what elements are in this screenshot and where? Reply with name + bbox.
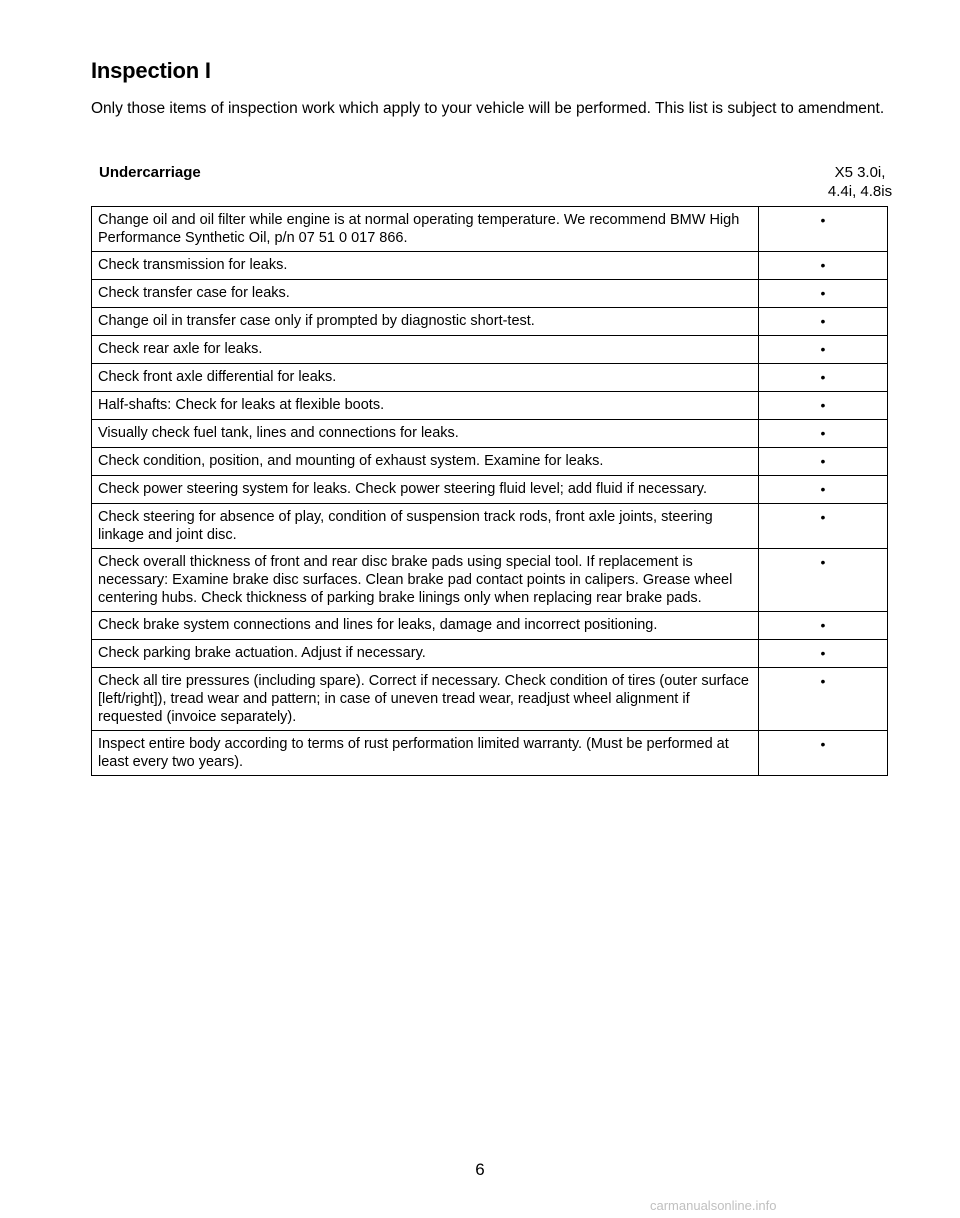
item-applicable-cell: [759, 668, 888, 731]
section-header-undercarriage: Undercarriage: [99, 164, 201, 181]
bullet-icon: •: [820, 481, 826, 497]
table-row: [92, 640, 888, 668]
item-applicable-cell: [759, 252, 888, 280]
model-header-line-1: X5 3.0i,: [834, 164, 886, 181]
table-row: [92, 668, 888, 731]
item-applicable-cell: [759, 420, 888, 448]
item-applicable-cell: [759, 504, 888, 549]
bullet-icon: •: [820, 257, 826, 273]
item-applicable-cell: [759, 476, 888, 504]
model-column-header: [760, 163, 960, 201]
item-description: Check overall thickness of front and rear disc brake pads using special tool. If replacement is necessary: Examine brake disc surfaces. Clean brake pad contact points in calipers. Grease wheel centering hubs. Check thickness of parking brake linings only when replacing rear brake pads.: [92, 549, 759, 612]
item-description: Check rear axle for leaks.: [92, 336, 759, 364]
item-description: Inspect entire body according to terms of rust performation limited warranty. (Must be performed at least every two years).: [92, 731, 759, 776]
item-description: Check brake system connections and lines for leaks, damage and incorrect positioning.: [92, 612, 759, 640]
table-row: [92, 420, 888, 448]
watermark-text: carmanualsonline.info: [650, 1198, 777, 1213]
item-description: Check power steering system for leaks. Check power steering fluid level; add fluid if necessary.: [92, 476, 759, 504]
bullet-icon: •: [820, 509, 826, 525]
bullet-icon: •: [820, 285, 826, 301]
table-row: [92, 364, 888, 392]
table-row: [92, 448, 888, 476]
bullet-icon: •: [820, 369, 826, 385]
item-description: Check transmission for leaks.: [92, 252, 759, 280]
table-row: [92, 336, 888, 364]
table-row: [92, 308, 888, 336]
item-description: Check parking brake actuation. Adjust if necessary.: [92, 640, 759, 668]
item-description: Check front axle differential for leaks.: [92, 364, 759, 392]
bullet-icon: •: [820, 212, 826, 228]
item-applicable-cell: [759, 731, 888, 776]
item-description: Visually check fuel tank, lines and connections for leaks.: [92, 420, 759, 448]
table-row: [92, 252, 888, 280]
page-title: Inspection I: [91, 58, 211, 83]
item-applicable-cell: [759, 640, 888, 668]
table-row: [92, 280, 888, 308]
table-row: [92, 612, 888, 640]
table-row: [92, 549, 888, 612]
table-row: [92, 392, 888, 420]
item-description: Change oil in transfer case only if prompted by diagnostic short-test.: [92, 308, 759, 336]
bullet-icon: •: [820, 673, 826, 689]
bullet-icon: •: [820, 617, 826, 633]
inspection-table: [91, 206, 888, 776]
item-applicable-cell: [759, 392, 888, 420]
item-applicable-cell: [759, 612, 888, 640]
item-description: Half-shafts: Check for leaks at flexible boots.: [92, 392, 759, 420]
item-description: Change oil and oil filter while engine is at normal operating temperature. We recommend BMW High Performance Synthetic Oil, p/n 07 51 0 017 866.: [92, 207, 759, 252]
bullet-icon: •: [820, 736, 826, 752]
intro-paragraph: Only those items of inspection work which apply to your vehicle will be performed. This list is subject to amendment.: [91, 100, 885, 117]
item-applicable-cell: [759, 207, 888, 252]
item-description: Check all tire pressures (including spare). Correct if necessary. Check condition of tires (outer surface [left/right]), tread wear and pattern; in case of uneven tread wear, readjust wheel alignment if requested (invoice separately).: [92, 668, 759, 731]
item-description: Check steering for absence of play, condition of suspension track rods, front axle joints, steering linkage and joint disc.: [92, 504, 759, 549]
item-description: Check condition, position, and mounting of exhaust system. Examine for leaks.: [92, 448, 759, 476]
table-row: [92, 731, 888, 776]
model-header-line-2: 4.4i, 4.8is: [827, 183, 893, 200]
bullet-icon: •: [820, 425, 826, 441]
item-applicable-cell: [759, 308, 888, 336]
item-applicable-cell: [759, 448, 888, 476]
item-applicable-cell: [759, 280, 888, 308]
bullet-icon: •: [820, 453, 826, 469]
bullet-icon: •: [820, 554, 826, 570]
table-row: [92, 207, 888, 252]
bullet-icon: •: [820, 313, 826, 329]
bullet-icon: •: [820, 645, 826, 661]
bullet-icon: •: [820, 341, 826, 357]
table-row: [92, 476, 888, 504]
item-applicable-cell: [759, 549, 888, 612]
bullet-icon: •: [820, 397, 826, 413]
inspection-table-body: [92, 207, 888, 776]
item-description: Check transfer case for leaks.: [92, 280, 759, 308]
item-applicable-cell: [759, 336, 888, 364]
table-row: [92, 504, 888, 549]
page-number: 6: [475, 1160, 485, 1179]
item-applicable-cell: [759, 364, 888, 392]
